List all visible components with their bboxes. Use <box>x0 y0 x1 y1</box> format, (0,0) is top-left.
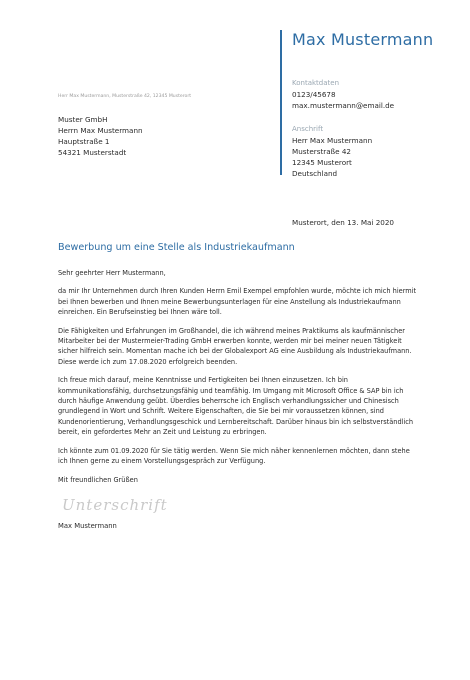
letter-body <box>58 268 418 493</box>
recipient-line: Muster GmbH <box>58 115 108 124</box>
sender-line: Deutschland <box>292 169 338 178</box>
contact-email: max.mustermann@email.de <box>292 101 395 110</box>
body-paragraph: da mir Ihr Unternehmen durch Ihren Kunden Herrn Emil Exempel empfohlen wurde, möchte ich mich hiermit bei Ihnen bewerben und Ihnen meine Bewerbungsunterlagen für eine Anstellung als Industriekaufmann einreichen. Ein Berufseinstieg bei Ihnen wäre toll. <box>58 287 417 317</box>
accent-divider <box>280 30 282 175</box>
sender-line: Musterstraße 42 <box>292 147 351 156</box>
sender-line: Herr Max Mustermann <box>292 136 373 145</box>
letter-date: Musterort, den 13. Mai 2020 <box>292 218 394 227</box>
signature-placeholder: Unterschrift <box>62 496 168 514</box>
contact-heading: Kontaktdaten <box>292 79 340 87</box>
sender-line: 12345 Musterort <box>292 158 352 167</box>
recipient-line: Hauptstraße 1 <box>58 137 110 146</box>
body-paragraph: Ich freue mich darauf, meine Kenntnisse und Fertigkeiten bei Ihnen einzusetzen. Ich bin kommunikationsfähig, durchsetzungsfähig und teamfähig. Im Umgang mit Microsoft Office & SAP bin ich durch häufige Anwendung geübt. Überdies beherrsche ich Englisch verhandlungssicher und Chinesisch grundlegend in Wort und Schrift. Weitere Eigenschaften, die Sie bei mir voraussetzen können, sind Kundenorientierung, Verhandlungsgeschick und Lernbereitschaft. Darüber hinaus bin ich selbstverständlich bereit, ein gefordertes Mehr an Zeit und Leistung zu erbringen. <box>58 376 414 437</box>
body-paragraph: Die Fähigkeiten und Erfahrungen im Großhandel, die ich während meines Praktikums als kaufmännischer Mitarbeiter bei der Mustermeier-Trading GmbH erwerben konnte, werden mir bei meiner neuen Tätigkeit sicher hilfreich sein. Momentan mache ich bei der Globalexport AG eine Ausbildung als Industriekaufmann. Diese werde ich zum 17.08.2020 erfolgreich beenden. <box>58 326 412 366</box>
letter-subject: Bewerbung um eine Stelle als Industriekaufmann <box>58 242 295 253</box>
recipient-line: 54321 Musterstadt <box>58 148 127 157</box>
closing: Mit freundlichen Grüßen <box>58 475 138 484</box>
signer-name: Max Mustermann <box>58 522 117 530</box>
recipient-address-block <box>58 114 143 158</box>
sender-name-header: Max Mustermann <box>292 30 434 49</box>
contact-phone: 0123/45678 <box>292 90 336 99</box>
return-address-line: Herr Max Mustermann, Musterstraße 42, 12345 Musterort <box>58 94 192 99</box>
contact-block <box>292 78 394 111</box>
sender-address-heading: Anschrift <box>292 125 324 133</box>
sender-address-block <box>292 124 372 179</box>
salutation: Sehr geehrter Herr Mustermann, <box>58 269 166 277</box>
recipient-line: Herrn Max Mustermann <box>58 126 143 135</box>
body-paragraph: Ich könnte zum 01.09.2020 für Sie tätig werden. Wenn Sie mich näher kennenlernen möchten, dann stehe ich Ihnen gerne zu einem Vorstellungsgespräch zur Verfügung. <box>58 446 410 466</box>
